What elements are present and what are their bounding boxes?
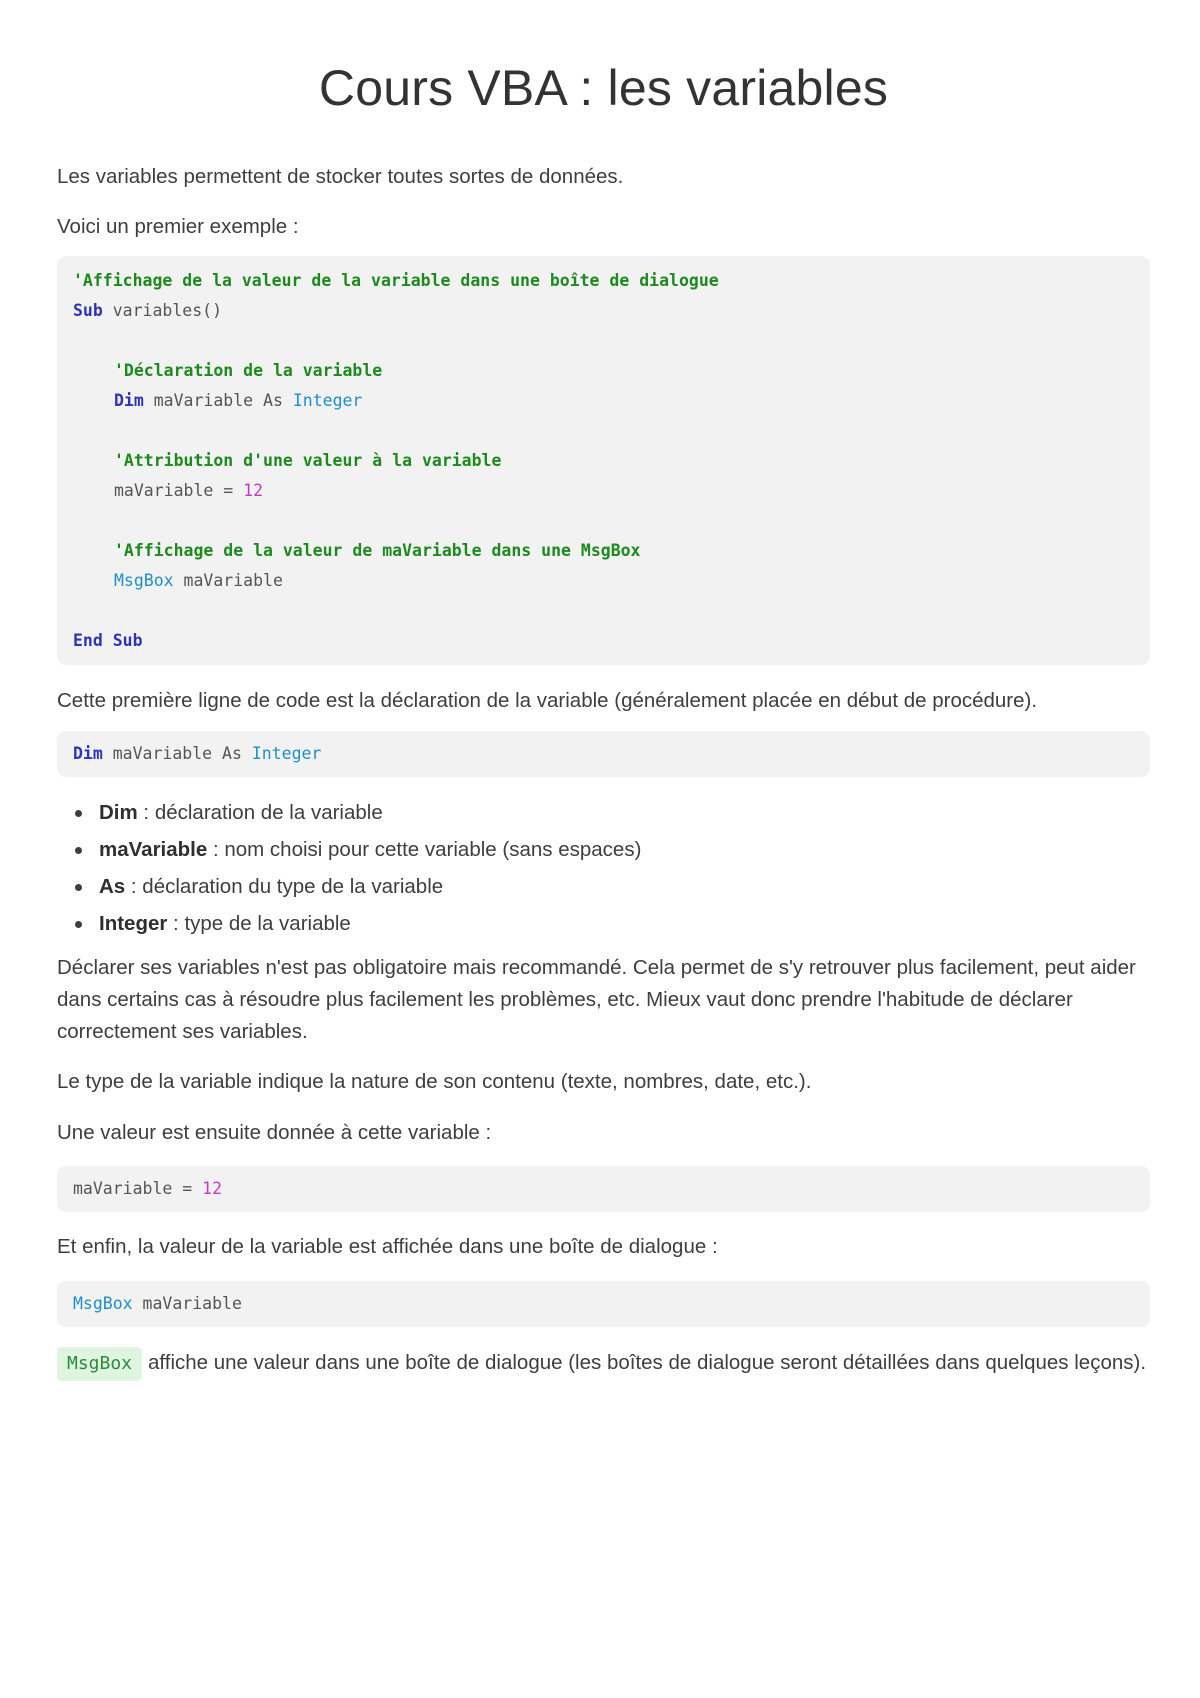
code-block-main: [57, 256, 1150, 665]
declaration-list: [57, 794, 1150, 942]
type-paragraph: Le type de la variable indique la nature de son contenu (texte, nombres, date, etc.).: [57, 1070, 812, 1093]
code-comment: 'Affichage de la valeur de maVariable dans une MsgBox: [114, 541, 641, 560]
list-item: [57, 868, 1150, 905]
content: [57, 0, 1150, 1381]
code-text: maVariable: [173, 571, 283, 590]
code-type: MsgBox: [114, 571, 174, 590]
list-term: maVariable: [99, 838, 208, 861]
msgbox-text: affiche une valeur dans une boîte de dialogue (les boîtes de dialogue seront détaillées dans quelques leçons).: [148, 1351, 1147, 1374]
page-title: Cours VBA : les variables: [318, 60, 889, 116]
list-desc: : déclaration de la variable: [137, 801, 383, 824]
code-keyword: Dim: [114, 391, 144, 410]
declaration-paragraph: Cette première ligne de code est la déclaration de la variable (généralement placée en début de procédure).: [57, 689, 1038, 712]
inline-code-msgbox: MsgBox: [57, 1347, 142, 1381]
code-keyword: Sub: [73, 301, 103, 320]
example-intro: Voici un premier exemple :: [57, 215, 299, 238]
code-text: maVariable As: [143, 391, 293, 410]
code-number: 12: [202, 1179, 223, 1198]
recommendation-paragraph: Déclarer ses variables n'est pas obligatoire mais recommandé. Cela permet de s'y retrouver plus facilement, peut aider dans certains cas à résoudre plus facilement les problèmes, etc. Mieux vaut donc prendre l'habitude de déclarer correctement ses variables.: [57, 956, 1136, 1043]
list-item: [57, 905, 1150, 942]
code-type: MsgBox: [73, 1294, 133, 1313]
code-keyword: Dim: [73, 744, 103, 763]
code-text: maVariable =: [73, 1179, 203, 1198]
list-item: [57, 794, 1150, 831]
code-number: 12: [243, 481, 264, 500]
code-type: Integer: [292, 391, 363, 410]
list-term: Integer: [99, 912, 168, 935]
code-comment: 'Attribution d'une valeur à la variable: [114, 451, 502, 470]
code-text: maVariable As: [102, 744, 252, 763]
code-block-assign: [57, 1166, 1150, 1212]
code-type: Integer: [251, 744, 322, 763]
code-text: maVariable =: [114, 481, 244, 500]
code-comment: 'Affichage de la valeur de la variable dans une boîte de dialogue: [73, 271, 719, 290]
value-paragraph: Une valeur est ensuite donnée à cette variable :: [57, 1121, 492, 1144]
list-desc: : déclaration du type de la variable: [125, 875, 444, 898]
display-paragraph: Et enfin, la valeur de la variable est affichée dans une boîte de dialogue :: [57, 1235, 718, 1258]
list-desc: : nom choisi pour cette variable (sans espaces): [207, 838, 642, 861]
code-comment: 'Déclaration de la variable: [114, 361, 383, 380]
list-item: [57, 831, 1150, 868]
code-block-msgbox: [57, 1281, 1150, 1327]
code-block-dim: [57, 731, 1150, 777]
msgbox-paragraph: [57, 1347, 1150, 1381]
list-term: As: [99, 875, 126, 898]
list-desc: : type de la variable: [167, 912, 351, 935]
code-text: maVariable: [132, 1294, 242, 1313]
code-text: variables(): [102, 301, 223, 320]
list-term: Dim: [99, 801, 138, 824]
code-keyword: End Sub: [73, 631, 143, 650]
intro-paragraph: Les variables permettent de stocker toutes sortes de données.: [57, 165, 624, 188]
